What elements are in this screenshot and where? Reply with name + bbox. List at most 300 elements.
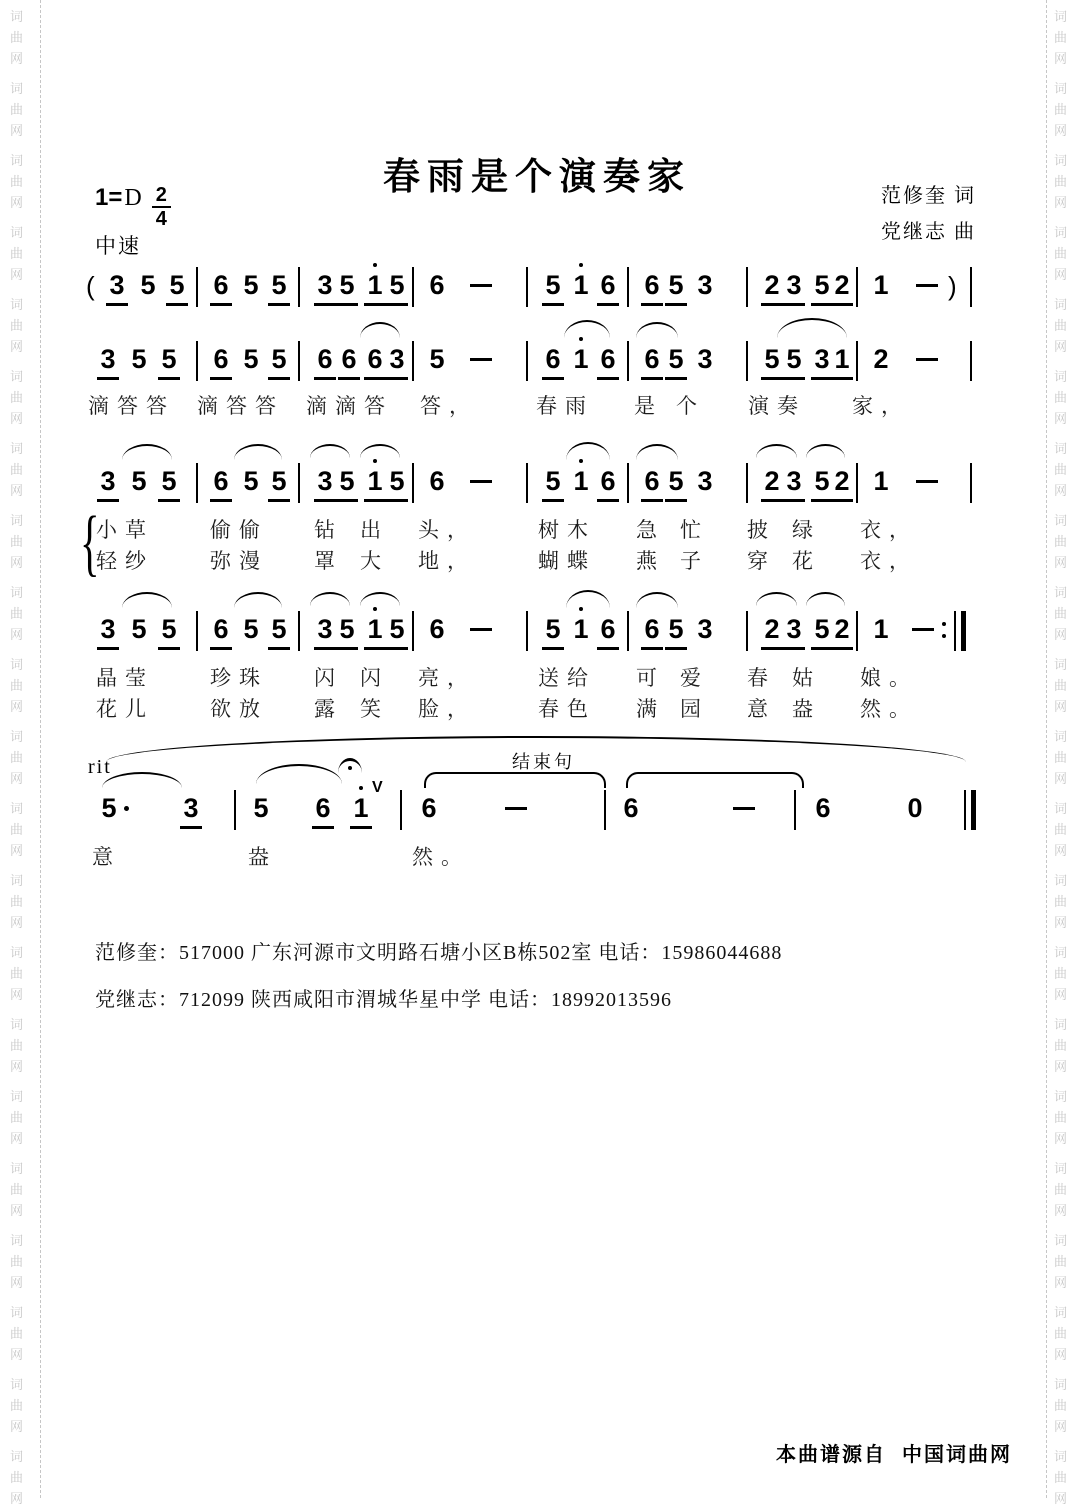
note: 5 [386,466,408,502]
lyric-word: 春 [747,666,776,690]
parenthesis: ( [86,271,95,301]
lyric-word: 欲放 [210,697,268,721]
note: 6 [597,270,619,306]
time-numerator: 2 [152,184,171,208]
note: 3 [783,614,805,650]
note: 6 [597,466,619,502]
watermark-char: 词 [10,1449,24,1464]
lyric-word: 园 [680,697,709,721]
lyric-word: 送给 [538,666,596,690]
barline [627,463,629,503]
note: 6 [429,614,445,644]
watermark-char: 词 [10,657,24,672]
barline [970,341,972,381]
watermark-char: 网 [10,339,24,354]
note: 3 [697,270,713,300]
watermark-char: 曲 [1054,246,1068,261]
note: 1 [570,466,592,499]
watermark-char: 词 [10,297,24,312]
watermark-char: 曲 [10,174,24,189]
watermark-divider-right [1046,0,1047,1498]
watermark-char: 网 [1054,339,1068,354]
note: 5 [243,270,259,300]
note: 3 [697,344,713,374]
watermark-char: 网 [1054,627,1068,642]
key-letter: D [124,185,142,211]
watermark-char: 曲 [10,30,24,45]
note: 6 [597,614,619,650]
barline [526,463,528,503]
watermark-char: 网 [10,1275,24,1290]
lyric-word: 然。 [412,845,470,869]
watermark-char: 网 [10,51,24,66]
dash-extension [916,480,938,483]
watermark-char: 曲 [1054,678,1068,693]
note: 5 [131,344,147,374]
note: 5 [811,614,833,650]
note: 6 [597,344,619,380]
note: 5 [336,270,358,306]
lyric-word: 答， [420,394,478,418]
note: 5 [665,344,687,380]
watermark-char: 词 [1054,945,1068,960]
rit-marking: rit [88,756,112,778]
octave-dot [373,607,377,611]
note: 6 [641,344,663,380]
watermark-char: 曲 [10,750,24,765]
watermark-char: 曲 [1054,1254,1068,1269]
watermark-char: 网 [10,267,24,282]
lyric-word: 可 [636,666,665,690]
watermark-char: 词 [1054,585,1068,600]
slur-arc [256,764,342,784]
note: 6 [210,466,232,502]
watermark-char: 曲 [10,1326,24,1341]
watermark-char: 曲 [10,822,24,837]
watermark-char: 词 [10,1305,24,1320]
note: 3 [106,270,128,306]
lyric-word: 地， [418,549,476,573]
watermark-char: 网 [10,915,24,930]
watermark-char: 网 [10,627,24,642]
watermark-char: 网 [1054,699,1068,714]
watermark-char: 词 [1054,729,1068,744]
note: 6 [641,466,663,502]
barline [526,267,528,307]
note: 5 [101,793,117,823]
watermark-char: 曲 [1054,1038,1068,1053]
barline [856,341,858,381]
watermark-char: 曲 [10,1470,24,1485]
watermark-char: 网 [1054,411,1068,426]
lyric-word: 爱 [680,666,709,690]
watermark-char: 网 [10,771,24,786]
barline [412,611,414,651]
watermark-divider-left [40,0,41,1498]
note: 5 [243,344,259,374]
dash-extension [470,284,492,287]
watermark-char: 曲 [1054,102,1068,117]
watermark-char: 网 [10,123,24,138]
slur-arc [756,444,797,458]
note: 6 [210,344,232,380]
note: 6 [364,344,386,380]
slur-arc [566,590,610,608]
note: 5 [429,344,445,374]
watermark-char: 曲 [10,390,24,405]
watermark-char: 曲 [10,606,24,621]
watermark-char: 曲 [1054,390,1068,405]
dash-extension [916,284,938,287]
watermark-char: 词 [10,9,24,24]
lyric-word: 是 [634,394,663,418]
barline [298,341,300,381]
watermark-char: 曲 [1054,606,1068,621]
dash-extension [470,480,492,483]
watermark-char: 曲 [10,966,24,981]
watermark-char: 词 [1054,1377,1068,1392]
watermark-char: 网 [1054,987,1068,1002]
watermark-char: 词 [1054,225,1068,240]
watermark-char: 曲 [1054,534,1068,549]
tempo-marking: 中速 [95,234,141,258]
slur-arc [360,592,400,606]
barline [298,611,300,651]
lyric-word: 轻纱 [96,549,154,573]
note: 5 [243,614,259,644]
note: 5 [665,270,687,306]
watermark-char: 网 [10,195,24,210]
lyric-word: 然。 [860,697,918,721]
lyric-word: 春雨 [536,394,594,418]
note: 3 [697,614,713,644]
note: 2 [761,270,783,306]
note: 6 [429,270,445,300]
slur-arc [564,320,610,338]
note: 1 [350,793,372,829]
note: 1 [831,344,853,380]
note: 1 [570,344,592,377]
lyric-word: 树木 [538,518,596,542]
dash-extension [733,807,755,810]
lyric-word: 弥漫 [210,549,268,573]
watermark-char: 网 [10,483,24,498]
note: 5 [542,466,564,502]
tie-bracket [626,772,804,788]
barline [746,341,748,381]
watermark-char: 网 [1054,555,1068,570]
note: 5 [542,614,564,650]
fermata-dot [348,766,352,770]
repeat-dot [942,622,946,626]
contact-line-composer: 党继志：712099 陕西咸阳市渭城华星中学 电话：18992013596 [95,989,672,1011]
note: 3 [180,793,202,829]
watermark-char: 词 [1054,441,1068,456]
lyric-word: 亮， [418,666,476,690]
lyric-word: 满 [636,697,665,721]
note: 5 [665,466,687,502]
lyric-word: 披 [747,518,776,542]
lyric-word: 演奏 [748,394,806,418]
watermark-char: 曲 [1054,750,1068,765]
note: 2 [761,614,783,650]
watermark-char: 曲 [1054,1326,1068,1341]
note: 2 [761,466,783,502]
note: 6 [312,793,334,829]
time-denominator: 4 [155,208,167,230]
song-title: 春雨是个演奏家 [383,157,691,198]
watermark-char: 网 [1054,1203,1068,1218]
watermark-char: 词 [10,1017,24,1032]
watermark-char: 网 [1054,1419,1068,1434]
note: 1 [364,270,386,306]
note: 2 [831,270,853,306]
barline [412,341,414,381]
barline [526,611,528,651]
note: 3 [314,270,336,306]
slur-arc [806,592,845,606]
note: 5 [131,466,147,496]
barline [856,267,858,307]
watermark-char: 网 [10,555,24,570]
note: 6 [314,344,336,380]
lyric-word: 盎 [248,845,277,869]
watermark-char: 网 [1054,483,1068,498]
watermark-char: 词 [10,1161,24,1176]
thick-bar [971,790,976,830]
watermark-char: 网 [1054,123,1068,138]
watermark-char: 网 [1054,195,1068,210]
lyric-word: 子 [680,549,709,573]
watermark-char: 网 [1054,1059,1068,1074]
note: 1 [873,270,889,300]
lyric-word: 姑 [792,666,821,690]
augmentation-dot [124,806,129,811]
dash-extension [470,358,492,361]
watermark-char: 曲 [10,102,24,117]
lyric-word: 偷偷 [210,518,268,542]
watermark-char: 曲 [1054,1110,1068,1125]
barline [970,463,972,503]
note: 5 [336,466,358,502]
watermark-char: 词 [1054,513,1068,528]
barline [400,790,402,830]
watermark-char: 网 [10,1131,24,1146]
watermark-char: 曲 [10,534,24,549]
watermark-char: 词 [1054,1233,1068,1248]
breath-mark: V [372,779,383,796]
thick-bar [961,611,966,651]
watermark-char: 词 [1054,369,1068,384]
note: 5 [386,270,408,306]
note: 6 [210,614,232,650]
thin-bar [954,611,956,651]
watermark-char: 词 [1054,1017,1068,1032]
slur-arc [806,444,845,458]
composer-credit: 党继志 曲 [881,221,976,243]
note: 6 [338,344,360,380]
footer-site-name: 中国词曲网 [902,1444,1012,1466]
watermark-char: 曲 [10,1182,24,1197]
watermark-char: 网 [10,843,24,858]
tie-bracket [424,772,606,788]
note: 5 [166,270,188,306]
note: 6 [542,344,564,380]
lyric-word: 衣， [860,518,918,542]
watermark-char: 词 [1054,81,1068,96]
slur-arc [310,592,350,606]
watermark-char: 词 [10,945,24,960]
watermark-char: 词 [1054,1161,1068,1176]
note: 5 [811,466,833,502]
slur-arc [360,322,400,338]
note: 1 [873,614,889,644]
watermark-char: 网 [10,1419,24,1434]
watermark-char: 网 [1054,771,1068,786]
lyric-word: 滴滴答 [306,394,393,418]
note: 6 [210,270,232,306]
slur-arc [122,592,172,608]
lyric-word: 珍珠 [210,666,268,690]
watermark-char: 词 [10,225,24,240]
note: 1 [570,270,592,303]
watermark-char: 网 [1054,51,1068,66]
watermark-char: 词 [10,153,24,168]
barline [746,267,748,307]
barline [412,267,414,307]
watermark-char: 词 [10,1089,24,1104]
barline [526,341,528,381]
note: 6 [815,793,831,823]
watermark-char: 词 [1054,801,1068,816]
watermark-char: 网 [1054,1491,1068,1506]
slur-arc [102,772,182,788]
note: 5 [268,614,290,650]
note: 3 [811,344,833,380]
watermark-char: 网 [10,987,24,1002]
dash-extension [505,807,527,810]
barline [627,341,629,381]
note: 6 [623,793,639,823]
note: 5 [268,466,290,502]
octave-dot [579,263,583,267]
footer-prefix: 本曲谱源自 [776,1444,886,1466]
watermark-char: 词 [1054,153,1068,168]
barline [856,611,858,651]
slur-arc [122,444,172,460]
watermark-char: 曲 [1054,462,1068,477]
note: 6 [421,793,437,823]
note: 5 [336,614,358,650]
barline [298,267,300,307]
lyric-word: 燕 [636,549,665,573]
note: 5 [140,270,156,300]
watermark-char: 词 [1054,657,1068,672]
barline [746,463,748,503]
note: 5 [542,270,564,306]
watermark-char: 网 [1054,1347,1068,1362]
barline [627,267,629,307]
note: 3 [97,614,119,650]
octave-dot [359,786,363,790]
slur-arc [636,444,678,460]
note: 5 [811,270,833,306]
note: 5 [131,614,147,644]
slur-arc [234,592,282,608]
lyric-word: 花儿 [96,697,154,721]
note: 5 [268,344,290,380]
note: 2 [831,466,853,502]
octave-dot [373,263,377,267]
barline [627,611,629,651]
lyric-word: 急 [636,518,665,542]
barline [856,463,858,503]
lyric-word: 笑 [360,697,389,721]
note: 1 [364,614,386,650]
watermark-char: 词 [10,1233,24,1248]
note: 1 [364,466,386,502]
note: 1 [873,466,889,496]
parenthesis: ) [948,271,957,301]
watermark-char: 曲 [1054,966,1068,981]
note: 5 [783,344,805,380]
lyric-word: 忙 [680,518,709,542]
slur-arc [777,318,847,338]
note: 6 [641,270,663,306]
watermark-char: 曲 [1054,822,1068,837]
watermark-char: 网 [1054,267,1068,282]
slur-arc [234,444,282,460]
note: 5 [158,344,180,380]
watermark-char: 曲 [10,318,24,333]
watermark-char: 词 [1054,1449,1068,1464]
lyric-word: 钻 [314,518,343,542]
note: 6 [641,614,663,650]
lyric-word: 大 [360,549,389,573]
dash-extension [470,628,492,631]
watermark-char: 网 [10,1059,24,1074]
watermark-char: 曲 [10,246,24,261]
watermark-char: 词 [10,369,24,384]
watermark-char: 曲 [1054,894,1068,909]
watermark-char: 词 [10,513,24,528]
slur-arc [636,322,678,338]
watermark-char: 词 [10,81,24,96]
note: 5 [158,614,180,650]
lyric-word: 绿 [792,518,821,542]
barline [196,611,198,651]
ending-phrase-label: 结束句 [512,752,575,772]
octave-dot [373,459,377,463]
watermark-char: 曲 [10,1110,24,1125]
lyric-word: 春色 [538,697,596,721]
key-prefix: 1= [95,184,123,211]
source-footer [776,1438,1012,1467]
note: 5 [243,466,259,496]
watermark-char: 词 [10,873,24,888]
lyric-word: 个 [676,394,705,418]
note: 2 [831,614,853,650]
watermark-char: 网 [10,1203,24,1218]
watermark-char: 词 [1054,9,1068,24]
note: 3 [97,344,119,380]
barline [412,463,414,503]
barline [196,267,198,307]
lyricist-credit: 范修奎 词 [881,185,976,207]
watermark-char: 曲 [1054,1398,1068,1413]
note: 5 [665,614,687,650]
slur-arc [310,444,350,458]
